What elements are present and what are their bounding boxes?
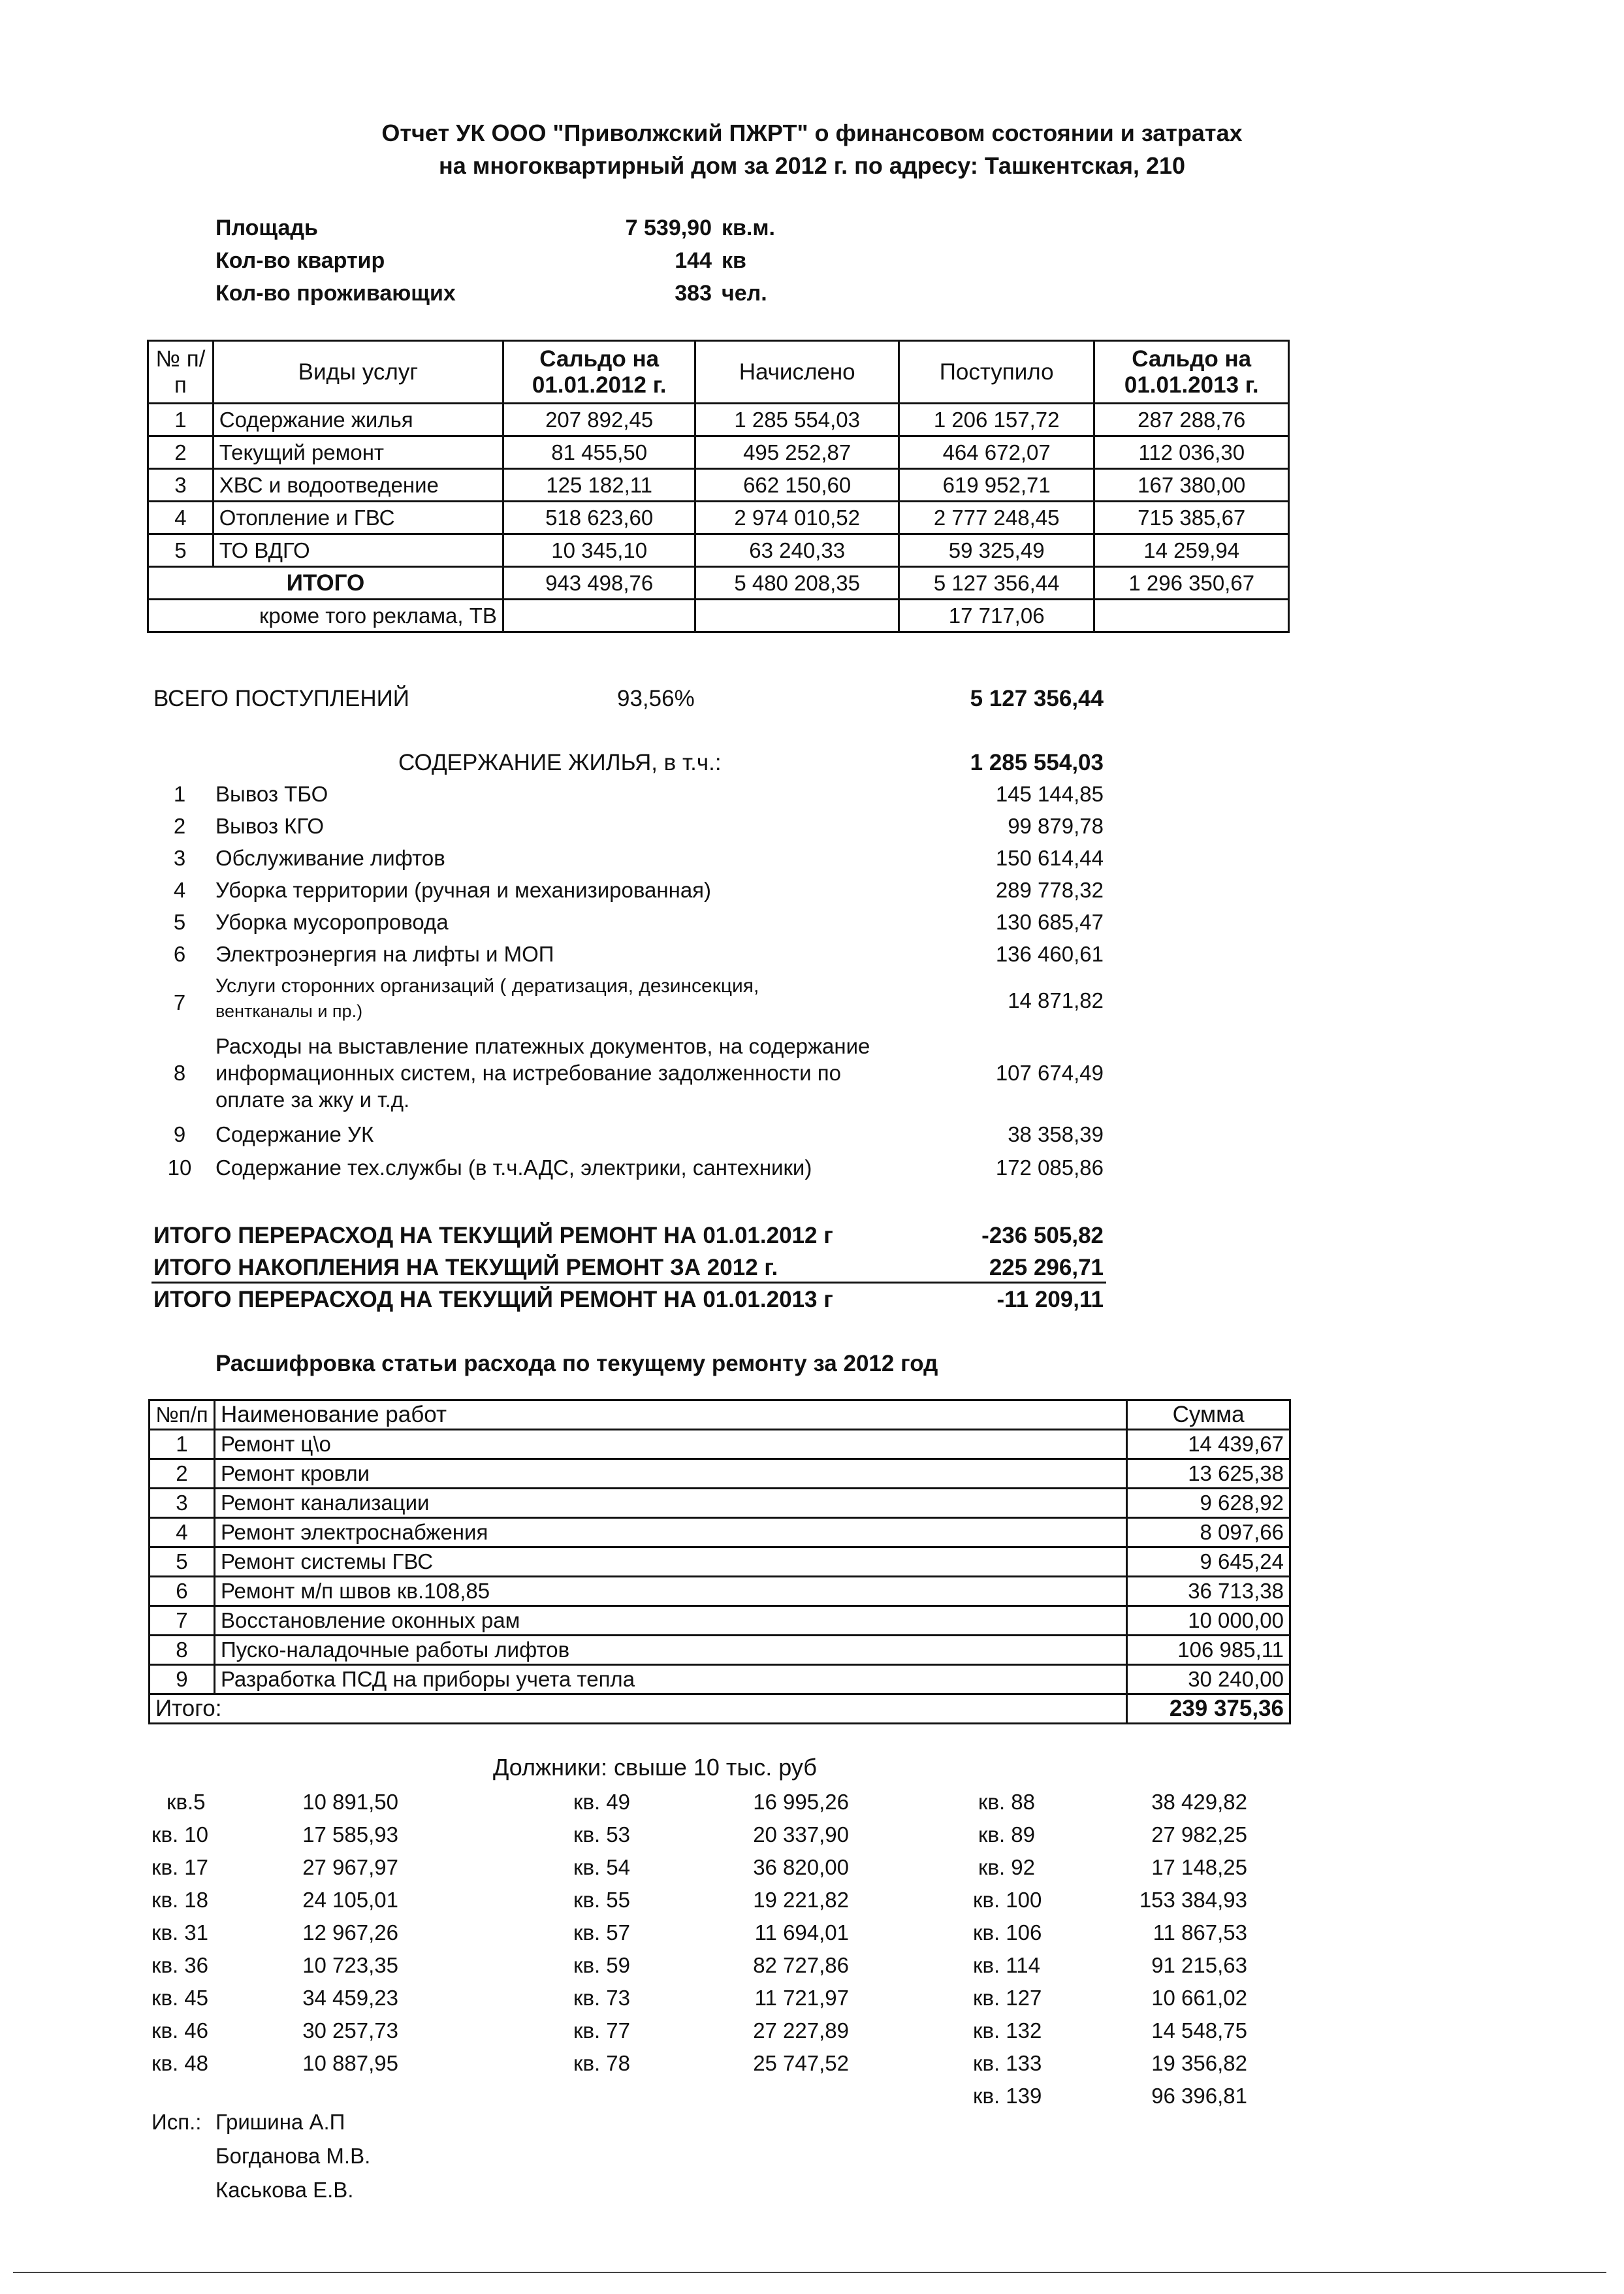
row-sum: 9 645,24 — [1127, 1547, 1290, 1577]
debtor-sum: 10 891,50 — [302, 1790, 398, 1814]
info-residents-value: 383 — [675, 281, 712, 306]
list-item-num: 3 — [173, 846, 186, 870]
info-residents-unit: чел. — [722, 281, 767, 306]
table-row — [150, 1518, 1290, 1547]
row-received: 464 672,07 — [899, 436, 1094, 469]
row-received: 619 952,71 — [899, 469, 1094, 502]
summary-label: ИТОГО ПЕРЕРАСХОД НА ТЕКУЩИЙ РЕМОНТ НА 01.01.2013 г — [153, 1287, 833, 1312]
list-item-value: 99 879,78 — [1008, 814, 1104, 838]
repair-header-row — [150, 1400, 1290, 1430]
receipts-value: 5 127 356,44 — [970, 686, 1104, 711]
info-area-label: Площадь — [215, 216, 318, 240]
list-item-name-cont: оплате за жку и т.д. — [215, 1088, 410, 1112]
row-service: ХВС и водоотведение — [213, 469, 503, 502]
debtor-sum: 10 723,35 — [302, 1953, 398, 1977]
list-item-num: 6 — [173, 942, 186, 966]
row-sum: 106 985,11 — [1127, 1636, 1290, 1665]
total-label: ИТОГО — [148, 567, 503, 600]
list-item-num: 2 — [173, 814, 186, 838]
extra-empty — [503, 600, 695, 632]
row-work: Пуско-наладочные работы лифтов — [214, 1636, 1126, 1665]
info-apartments-value: 144 — [675, 248, 712, 273]
debtor-apt: кв. 77 — [573, 2018, 631, 2043]
debtor-apt: кв. 48 — [151, 2051, 209, 2075]
table-row — [148, 404, 1289, 436]
row-num: 5 — [148, 534, 214, 567]
summary-value: -11 209,11 — [996, 1287, 1104, 1312]
list-item-name: Обслуживание лифтов — [215, 846, 445, 870]
debtor-sum: 25 747,52 — [753, 2051, 849, 2075]
debtor-apt: кв. 55 — [573, 1888, 631, 1912]
debtor-apt: кв. 88 — [978, 1790, 1036, 1814]
debtor-apt: кв. 36 — [151, 1953, 209, 1977]
debtor-sum: 17 585,93 — [302, 1822, 398, 1847]
debtor-apt: кв. 92 — [978, 1855, 1036, 1879]
debtor-sum: 11 721,97 — [754, 1986, 849, 2010]
debtor-apt: кв. 132 — [973, 2018, 1042, 2043]
row-saldo2013: 112 036,30 — [1094, 436, 1289, 469]
row-num: 3 — [148, 469, 214, 502]
debtor-apt: кв. 133 — [973, 2051, 1042, 2075]
debtor-sum: 34 459,23 — [302, 1986, 398, 2010]
row-work: Ремонт кровли — [214, 1459, 1126, 1489]
list-item-value: 130 685,47 — [995, 910, 1104, 934]
debtor-apt: кв. 10 — [151, 1822, 209, 1847]
row-num: 8 — [150, 1636, 215, 1665]
debtor-apt: кв. 57 — [573, 1920, 631, 1945]
row-work: Восстановление оконных рам — [214, 1606, 1126, 1636]
debtor-apt: кв. 45 — [151, 1986, 209, 2010]
row-charged: 495 252,87 — [695, 436, 899, 469]
total-charged: 5 480 208,35 — [695, 567, 899, 600]
summary-label: ИТОГО ПЕРЕРАСХОД НА ТЕКУЩИЙ РЕМОНТ НА 01.01.2012 г — [153, 1223, 833, 1248]
list-item-num: 7 — [173, 990, 186, 1014]
info-area-value: 7 539,90 — [625, 216, 712, 240]
executors-label: Исп.: — [151, 2110, 202, 2134]
row-service: Отопление и ГВС — [213, 502, 503, 534]
table-row — [148, 502, 1289, 534]
report-title-line1: Отчет УК ООО "Приволжский ПЖРТ" о финансовом состоянии и затратах — [381, 120, 1243, 146]
list-item-num: 1 — [173, 782, 186, 806]
debtor-sum: 27 967,97 — [302, 1855, 398, 1879]
debtor-apt: кв. 31 — [151, 1920, 209, 1945]
debtor-apt: кв. 54 — [573, 1855, 631, 1879]
list-item-name: Вывоз КГО — [215, 814, 325, 838]
debtor-sum: 36 820,00 — [753, 1855, 849, 1879]
row-saldo2012: 10 345,10 — [503, 534, 695, 567]
col-work-header: Наименование работ — [214, 1400, 1126, 1430]
extra-empty — [695, 600, 899, 632]
debtor-sum: 10 887,95 — [302, 2051, 398, 2075]
summary-value: 225 296,71 — [989, 1255, 1104, 1280]
page-bottom-line — [13, 2272, 1606, 2273]
table-row — [150, 1665, 1290, 1694]
debtor-apt: кв. 49 — [573, 1790, 631, 1814]
row-received: 59 325,49 — [899, 534, 1094, 567]
total-saldo2012: 943 498,76 — [503, 567, 695, 600]
row-work: Ремонт системы ГВС — [214, 1547, 1126, 1577]
extra-empty — [1094, 600, 1289, 632]
services-extra-row — [148, 600, 1289, 632]
debtor-sum: 16 995,26 — [753, 1790, 849, 1814]
debtor-sum: 30 257,73 — [302, 2018, 398, 2043]
row-service: ТО ВДГО — [213, 534, 503, 567]
col-received-header: Поступило — [899, 341, 1094, 404]
col-service-header: Виды услуг — [213, 341, 503, 404]
services-header-row — [148, 341, 1289, 404]
debtor-sum: 10 661,02 — [1151, 1986, 1247, 2010]
debtor-apt: кв. 73 — [573, 1986, 631, 2010]
executor-name: Каськова Е.В. — [215, 2178, 354, 2202]
debtor-apt: кв. 100 — [973, 1888, 1042, 1912]
row-charged: 2 974 010,52 — [695, 502, 899, 534]
debtor-sum: 12 967,26 — [302, 1920, 398, 1945]
list-item-num: 8 — [173, 1061, 186, 1085]
row-sum: 10 000,00 — [1127, 1606, 1290, 1636]
debtor-sum: 14 548,75 — [1151, 2018, 1247, 2043]
table-row — [150, 1606, 1290, 1636]
list-item-value: 107 674,49 — [995, 1061, 1104, 1085]
row-service: Содержание жилья — [213, 404, 503, 436]
row-num: 7 — [150, 1606, 215, 1636]
debtor-sum: 20 337,90 — [753, 1822, 849, 1847]
row-saldo2012: 125 182,11 — [503, 469, 695, 502]
list-item-value: 145 144,85 — [995, 782, 1104, 806]
col-sum-header: Сумма — [1127, 1400, 1290, 1430]
report-title-line2: на многоквартирный дом за 2012 г. по адресу: Ташкентская, 210 — [438, 152, 1186, 179]
summary-value: -236 505,82 — [981, 1223, 1104, 1248]
row-received: 2 777 248,45 — [899, 502, 1094, 534]
row-work: Разработка ПСД на приборы учета тепла — [214, 1665, 1126, 1694]
debtor-sum: 27 227,89 — [753, 2018, 849, 2043]
debtor-sum: 153 384,93 — [1139, 1888, 1247, 1912]
list-item-name: Услуги сторонних организаций ( дератизация, дезинсекция, — [215, 975, 759, 997]
col-num-header: № п/п — [148, 341, 214, 404]
list-item-num: 5 — [173, 910, 186, 934]
repair-total-value: 239 375,36 — [1127, 1694, 1290, 1724]
col-saldo2012-header: Сальдо на 01.01.2012 г. — [503, 341, 695, 404]
debtor-sum: 19 221,82 — [753, 1888, 849, 1912]
col-saldo2013-header: Сальдо на 01.01.2013 г. — [1094, 341, 1289, 404]
row-num: 1 — [148, 404, 214, 436]
debtor-sum: 38 429,82 — [1151, 1790, 1247, 1814]
row-num: 2 — [150, 1459, 215, 1489]
list-item-name: Содержание тех.службы (в т.ч.АДС, электрики, сантехники) — [215, 1155, 812, 1180]
services-table — [147, 340, 1290, 633]
debtor-apt: кв. 53 — [573, 1822, 631, 1847]
row-received: 1 206 157,72 — [899, 404, 1094, 436]
info-apartments-label: Кол-во квартир — [215, 248, 385, 273]
table-row — [150, 1577, 1290, 1606]
receipts-label: ВСЕГО ПОСТУПЛЕНИЙ — [153, 686, 409, 711]
row-charged: 63 240,33 — [695, 534, 899, 567]
row-charged: 1 285 554,03 — [695, 404, 899, 436]
row-saldo2013: 287 288,76 — [1094, 404, 1289, 436]
debtor-apt: кв. 127 — [973, 1986, 1042, 2010]
debtor-apt: кв. 139 — [973, 2084, 1042, 2108]
row-sum: 8 097,66 — [1127, 1518, 1290, 1547]
row-num: 1 — [150, 1430, 215, 1459]
total-received: 5 127 356,44 — [899, 567, 1094, 600]
list-item-num: 4 — [173, 878, 186, 902]
row-charged: 662 150,60 — [695, 469, 899, 502]
row-sum: 30 240,00 — [1127, 1665, 1290, 1694]
repair-title: Расшифровка статьи расхода по текущему ремонту за 2012 год — [215, 1351, 938, 1376]
row-saldo2013: 167 380,00 — [1094, 469, 1289, 502]
list-item-value: 150 614,44 — [995, 846, 1104, 870]
list-item-value: 38 358,39 — [1008, 1122, 1104, 1146]
col-charged-header: Начислено — [695, 341, 899, 404]
row-num: 4 — [150, 1518, 215, 1547]
info-residents-label: Кол-во проживающих — [215, 281, 456, 306]
row-sum: 14 439,67 — [1127, 1430, 1290, 1459]
row-num: 9 — [150, 1665, 215, 1694]
list-item-name: Вывоз ТБО — [215, 782, 328, 806]
executor-name: Богданова М.В. — [215, 2144, 371, 2168]
list-item-num: 10 — [167, 1155, 192, 1180]
list-item-num: 9 — [173, 1122, 186, 1146]
row-sum: 9 628,92 — [1127, 1489, 1290, 1518]
debtors-title: Должники: свыше 10 тыс. руб — [493, 1754, 817, 1781]
debtor-sum: 19 356,82 — [1151, 2051, 1247, 2075]
summary-label: ИТОГО НАКОПЛЕНИЯ НА ТЕКУЩИЙ РЕМОНТ ЗА 2012 г. — [153, 1255, 778, 1280]
repair-total-row — [150, 1694, 1290, 1724]
debtor-apt: кв. 46 — [151, 2018, 209, 2043]
info-apartments-unit: кв — [722, 248, 746, 273]
row-num: 2 — [148, 436, 214, 469]
summary-divider — [151, 1282, 1106, 1284]
row-saldo2012: 518 623,60 — [503, 502, 695, 534]
debtor-apt: кв. 78 — [573, 2051, 631, 2075]
debtor-sum: 17 148,25 — [1151, 1855, 1247, 1879]
col-num-header: №п/п — [150, 1400, 215, 1430]
list-item-name: Содержание УК — [215, 1122, 374, 1146]
services-total-row — [148, 567, 1289, 600]
debtor-sum: 91 215,63 — [1151, 1953, 1247, 1977]
debtor-apt: кв. 89 — [978, 1822, 1036, 1847]
debtor-apt: кв. 17 — [151, 1855, 209, 1879]
table-row — [150, 1489, 1290, 1518]
row-sum: 36 713,38 — [1127, 1577, 1290, 1606]
debtor-apt: кв. 106 — [973, 1920, 1042, 1945]
row-work: Ремонт электроснабжения — [214, 1518, 1126, 1547]
debtor-sum: 11 694,01 — [754, 1920, 849, 1945]
list-item-name-cont: вентканалы и пр.) — [215, 1001, 363, 1021]
extra-received: 17 717,06 — [899, 600, 1094, 632]
list-item-name: Уборка территории (ручная и механизированная) — [215, 878, 712, 902]
table-row — [150, 1459, 1290, 1489]
row-work: Ремонт м/п швов кв.108,85 — [214, 1577, 1126, 1606]
receipts-percent: 93,56% — [617, 686, 695, 711]
list-item-name: Расходы на выставление платежных документов, на содержание — [215, 1034, 870, 1058]
table-row — [150, 1430, 1290, 1459]
row-saldo2012: 81 455,50 — [503, 436, 695, 469]
debtor-apt: кв. 59 — [573, 1953, 631, 1977]
row-num: 5 — [150, 1547, 215, 1577]
debtor-sum: 27 982,25 — [1151, 1822, 1247, 1847]
table-row — [150, 1636, 1290, 1665]
list-item-name: Электроэнергия на лифты и МОП — [215, 942, 554, 966]
debtor-sum: 11 867,53 — [1153, 1920, 1247, 1945]
debtor-apt: кв. 114 — [973, 1953, 1040, 1977]
row-num: 3 — [150, 1489, 215, 1518]
row-num: 6 — [150, 1577, 215, 1606]
table-row — [150, 1547, 1290, 1577]
repair-total-label: Итого: — [150, 1694, 1127, 1724]
list-item-value: 14 871,82 — [1008, 988, 1104, 1012]
debtor-sum: 82 727,86 — [753, 1953, 849, 1977]
debtor-apt: кв.5 — [167, 1790, 206, 1814]
row-work: Ремонт ц\о — [214, 1430, 1126, 1459]
total-saldo2013: 1 296 350,67 — [1094, 567, 1289, 600]
row-work: Ремонт канализации — [214, 1489, 1126, 1518]
row-saldo2013: 14 259,94 — [1094, 534, 1289, 567]
row-saldo2012: 207 892,45 — [503, 404, 695, 436]
row-saldo2013: 715 385,67 — [1094, 502, 1289, 534]
executor-name: Гришина А.П — [215, 2110, 345, 2134]
row-service: Текущий ремонт — [213, 436, 503, 469]
table-row — [148, 534, 1289, 567]
info-area-unit: кв.м. — [722, 216, 775, 240]
row-num: 4 — [148, 502, 214, 534]
list-item-name: Уборка мусоропровода — [215, 910, 449, 934]
table-row — [148, 469, 1289, 502]
maintenance-total: 1 285 554,03 — [970, 750, 1104, 775]
list-item-name-cont: информационных систем, на истребование задолженности по — [215, 1061, 841, 1085]
row-sum: 13 625,38 — [1127, 1459, 1290, 1489]
list-item-value: 136 460,61 — [995, 942, 1104, 966]
list-item-value: 172 085,86 — [995, 1155, 1104, 1180]
table-row — [148, 436, 1289, 469]
maintenance-title: СОДЕРЖАНИЕ ЖИЛЬЯ, в т.ч.: — [398, 750, 722, 775]
debtor-apt: кв. 18 — [151, 1888, 209, 1912]
extra-label: кроме того реклама, ТВ — [148, 600, 503, 632]
debtor-sum: 24 105,01 — [302, 1888, 398, 1912]
repair-table — [148, 1399, 1291, 1724]
debtor-sum: 96 396,81 — [1151, 2084, 1247, 2108]
list-item-value: 289 778,32 — [995, 878, 1104, 902]
